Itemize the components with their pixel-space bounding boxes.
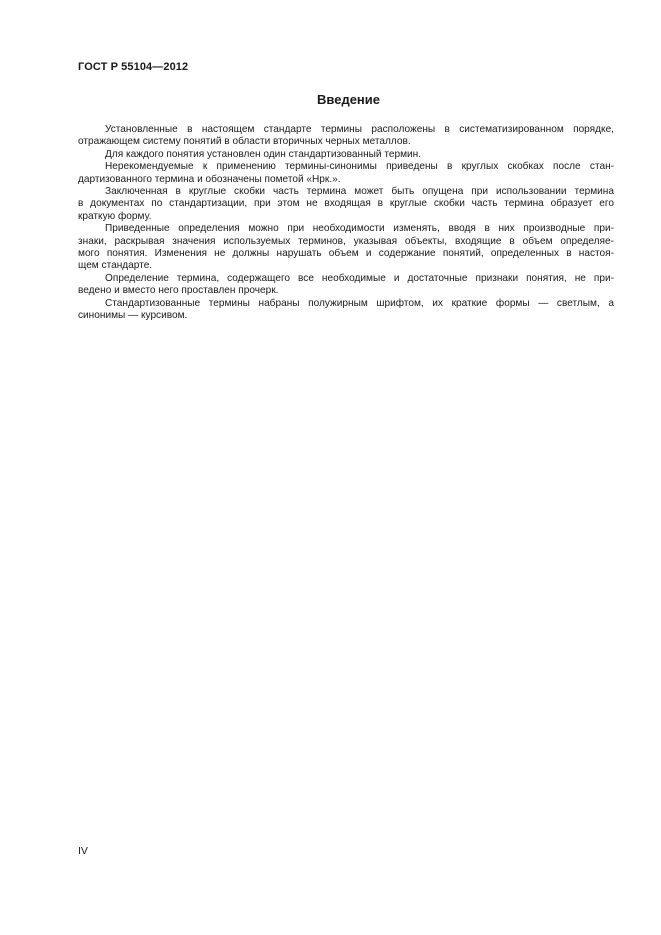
section-title: Введение: [317, 92, 380, 107]
body-text: [78, 124, 614, 323]
text-line: ведено и вместо него проставлен прочерк.: [78, 285, 279, 297]
paragraph: [78, 161, 614, 186]
page-number: IV: [78, 845, 88, 857]
paragraph: [78, 186, 614, 223]
paragraph: [78, 149, 614, 161]
text-line: мого понятия. Изменения не должны нарушать объем и содержание понятий, определенных в настоя-: [78, 248, 614, 260]
text-line: синонимы — курсивом.: [78, 310, 188, 322]
text-line: Стандартизованные термины набраны полужирным шрифтом, их краткие формы — светлым, а: [105, 297, 614, 309]
text-line: знаки, раскрывая значения используемых терминов, указывая объекты, входящие в объем определяе-: [78, 235, 614, 247]
text-line: Заключенная в круглые скобки часть термина может быть опущена при использовании термина: [105, 186, 614, 198]
text-line: Для каждого понятия установлен один стандартизованный термин.: [105, 148, 422, 160]
document-code: ГОСТ Р 55104—2012: [78, 61, 189, 73]
text-line: в документах по стандартизации, при этом не входящая в круглые скобки часть термина образует его: [78, 198, 614, 210]
text-line: Нерекомендуемые к применению термины-синонимы приведены в круглых скобках после стан-: [105, 161, 614, 173]
paragraph: [78, 223, 614, 273]
text-line: Приведенные определения можно при необходимости изменять, вводя в них производные при-: [105, 223, 614, 235]
paragraph: [78, 124, 614, 149]
text-line: щем стандарте.: [78, 260, 153, 272]
text-line: дартизованного термина и обозначены пометой «Нрк.».: [78, 173, 341, 185]
text-line: Установленные в настоящем стандарте термины расположены в систематизированном порядке,: [105, 124, 614, 135]
text-line: отражающем систему понятий в области вторичных черных металлов.: [78, 136, 411, 148]
paragraph: [78, 298, 614, 323]
text-line: Определение термина, содержащего все необходимые и достаточные признаки понятия, не при-: [105, 272, 614, 284]
paragraph: [78, 273, 614, 298]
text-line: краткую форму.: [78, 210, 152, 222]
